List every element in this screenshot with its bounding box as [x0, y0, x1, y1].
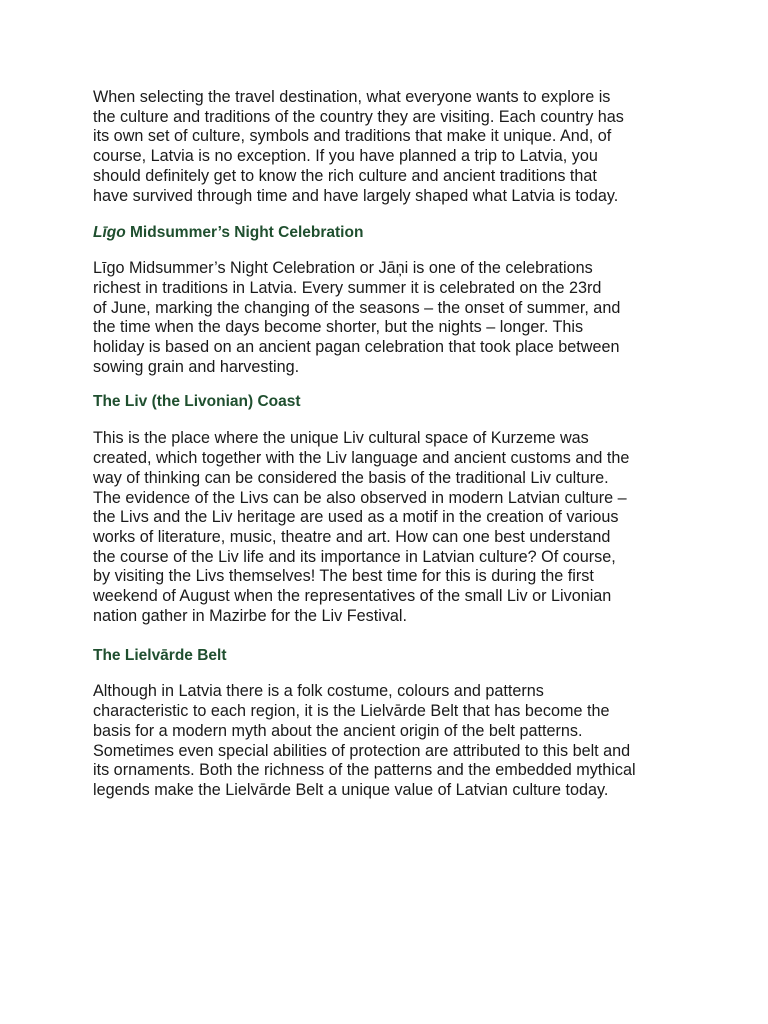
document-page	[93, 88, 683, 801]
intro-paragraph: When selecting the travel destination, what everyone wants to explore is the culture and traditions of the country they are visiting. Each country has its own set of culture, symbols and traditions that make it unique. And, of course, Latvia is no exception. If you have planned a trip to Latvia, you should definitely get to know the rich culture and ancient traditions that have survived through time and have largely shaped what Latvia is today.	[93, 88, 624, 205]
section-heading-ligo	[93, 223, 683, 243]
heading-text-ligo: Midsummer’s Night Celebration	[125, 224, 364, 242]
heading-italic-ligo: Līgo	[93, 224, 126, 242]
section-body-lielvarde-belt: Although in Latvia there is a folk costume, colours and patterns characteristic to each region, it is the Lielvārde Belt that has become the basis for a modern myth about the ancient origin of the belt patterns. Sometimes even special abilities of protection are attributed to this belt and its ornaments. Both the richness of the patterns and the embedded mythical legends make the Lielvārde Belt a unique value of Latvian culture today.	[93, 682, 636, 799]
section-body-ligo: Līgo Midsummer’s Night Celebration or Jāņi is one of the celebrations richest in traditions in Latvia. Every summer it is celebrated on the 23rd of June, marking the changing of the seasons – the onset of summer, and the time when the days become shorter, but the nights – longer. This holiday is based on an ancient pagan celebration that took place between sowing grain and harvesting.	[93, 259, 621, 376]
section-heading-liv-coast: The Liv (the Livonian) Coast	[93, 393, 301, 411]
section-body-liv-coast: This is the place where the unique Liv cultural space of Kurzeme was created, which together with the Liv language and ancient customs and the way of thinking can be considered the basis of the traditional Liv culture. The evidence of the Livs can be also observed in modern Latvian culture – the Livs and the Liv heritage are used as a motif in the creation of various works of literature, music, theatre and art. How can one best understand the course of the Liv life and its importance in Latvian culture? Of course, by visiting the Livs themselves! The best time for this is during the first weekend of August when the representatives of the small Liv or Livonian nation gather in Mazirbe for the Liv Festival.	[93, 429, 630, 625]
section-heading-lielvarde-belt: The Lielvārde Belt	[93, 647, 227, 665]
